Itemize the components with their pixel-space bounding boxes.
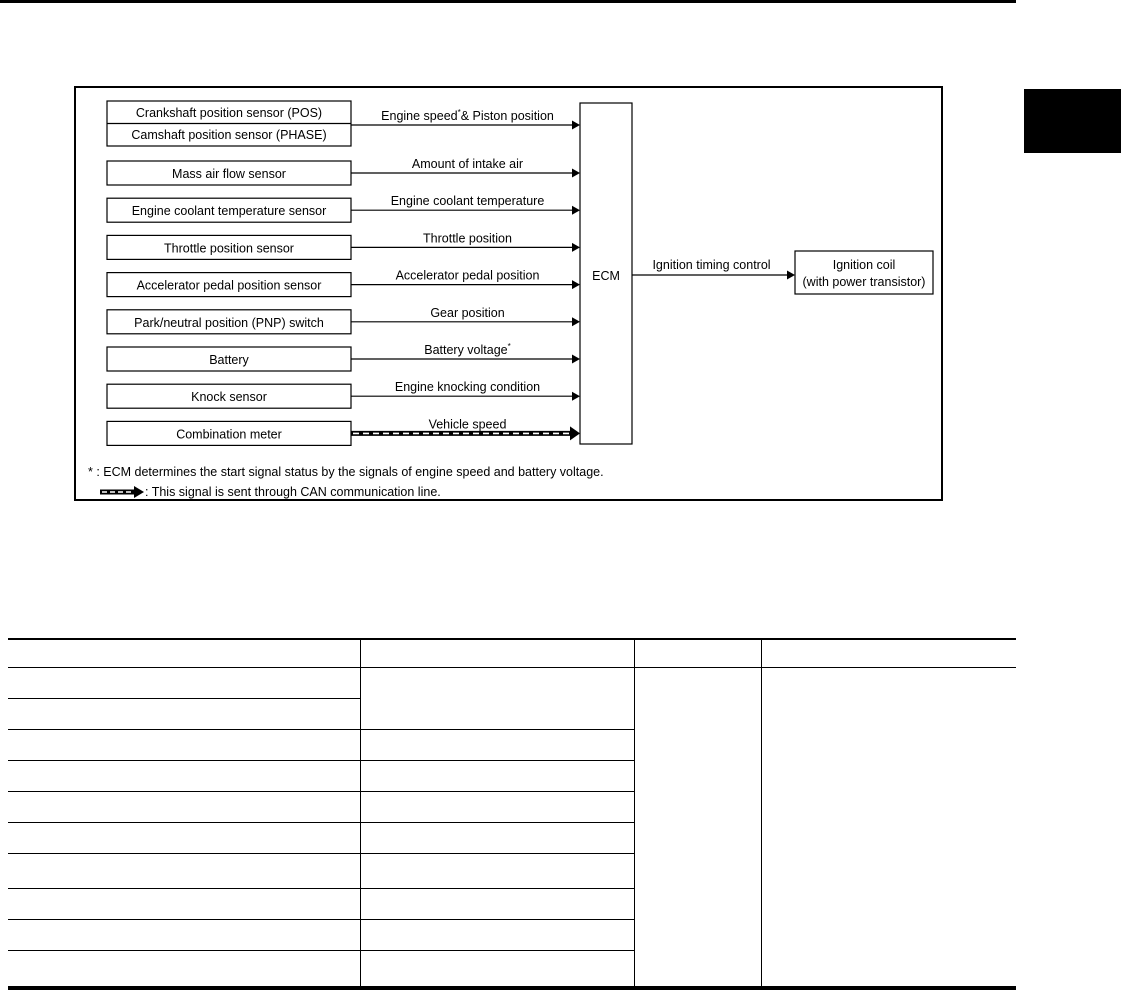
table-row: [8, 668, 1016, 699]
sensor-label: Camshaft position sensor (PHASE): [131, 128, 327, 142]
signal-arrowhead: [572, 243, 580, 252]
sensor-label: Combination meter: [176, 427, 282, 442]
diagram-canvas: [76, 88, 945, 503]
table-cell: [360, 889, 634, 920]
signal-label-tail: & Piston position: [460, 109, 554, 123]
table-cell: [8, 730, 360, 761]
table-cell: [8, 668, 360, 699]
signal-arrowhead: [570, 426, 580, 440]
table-header-cell: [761, 639, 1016, 668]
footnote-marker: *: [457, 108, 461, 117]
table-cell: [761, 668, 1016, 987]
signal-label: Amount of intake air: [411, 157, 524, 171]
ecm-label: ECM: [592, 269, 620, 283]
table-cell: [8, 920, 360, 951]
signal-label: Vehicle speed: [428, 417, 507, 432]
signal-label: Accelerator pedal position: [395, 268, 540, 283]
sensor-label: Throttle position sensor: [164, 241, 294, 256]
table-cell: [8, 823, 360, 854]
section-tab-marker: [1024, 89, 1121, 153]
signal-label: Gear position: [430, 305, 505, 320]
signal-label: Engine speed*& Piston position: [381, 108, 554, 123]
table-bottom-rule: [8, 987, 1016, 990]
table-header-cell: [360, 639, 634, 668]
sensor-label: Crankshaft position sensor (POS): [135, 106, 323, 120]
specification-table: [8, 638, 1016, 987]
signal-label: Throttle position: [423, 231, 512, 246]
table-cell: [8, 792, 360, 823]
sensor-label: Mass air flow sensor: [172, 167, 286, 181]
can-legend-arrowhead: [134, 486, 144, 498]
table-cell: [360, 761, 634, 792]
table-header-row: [8, 639, 1016, 668]
table-cell: [8, 699, 360, 730]
footnote-can: : This signal is sent through CAN communication line.: [145, 485, 441, 499]
output-signal-label: Ignition timing control: [652, 258, 771, 272]
signal-arrowhead: [572, 206, 580, 215]
signal-arrowhead: [572, 392, 580, 401]
signal-arrowhead: [572, 169, 580, 178]
sensor-label: Engine coolant temperature sensor: [131, 204, 327, 219]
table-header-cell: [8, 639, 360, 668]
table-header-cell: [634, 639, 761, 668]
footnote-star: * : ECM determines the start signal status by the signals of engine speed and battery voltage.: [88, 465, 604, 479]
table-cell: [8, 761, 360, 792]
table-cell: [360, 792, 634, 823]
sensor-label: Battery: [209, 353, 249, 367]
table-cell: [8, 951, 360, 987]
page-top-rule: [0, 0, 1016, 3]
table-cell: [8, 889, 360, 920]
signal-arrowhead: [572, 355, 580, 364]
output-arrowhead: [787, 271, 795, 280]
signal-arrowhead: [572, 280, 580, 289]
signal-arrowhead: [572, 317, 580, 326]
signal-label: Engine knocking condition: [394, 380, 541, 395]
table-cell: [634, 668, 761, 987]
ignition-system-diagram: [74, 86, 943, 501]
actuator-label: (with power transistor): [802, 275, 926, 289]
sensor-label: Accelerator pedal position sensor: [136, 278, 322, 293]
table-cell: [360, 668, 634, 730]
table-cell: [360, 854, 634, 889]
table-cell: [8, 854, 360, 889]
table-cell: [360, 823, 634, 854]
signal-label: Battery voltage*: [424, 342, 511, 357]
table-cell: [360, 951, 634, 987]
signal-arrowhead: [572, 121, 580, 130]
actuator-label: Ignition coil: [832, 258, 896, 272]
sensor-label: Knock sensor: [191, 390, 267, 405]
sensor-label: Park/neutral position (PNP) switch: [134, 315, 324, 330]
signal-label: Engine coolant temperature: [390, 194, 545, 209]
footnote-marker: *: [507, 342, 511, 351]
table-cell: [360, 730, 634, 761]
table-cell: [360, 920, 634, 951]
